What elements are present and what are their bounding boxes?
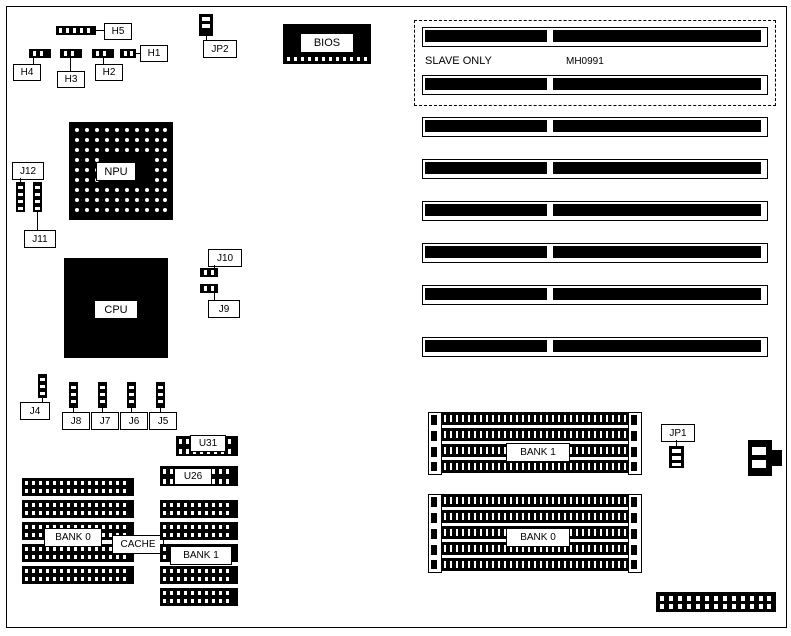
simm-contacts — [428, 510, 640, 523]
pin-gap — [130, 51, 133, 56]
expansion-slot — [422, 337, 768, 357]
pin-gap — [158, 386, 163, 389]
mh-label: MH0991 — [566, 56, 604, 67]
dip-pins — [160, 522, 238, 540]
pin-gap — [100, 386, 105, 389]
leader-line — [70, 58, 71, 72]
chip-pin — [301, 57, 304, 61]
leader-line — [20, 178, 21, 182]
dip-pins — [160, 566, 238, 584]
io-header-pins — [656, 592, 776, 612]
pin-gap — [64, 51, 67, 56]
chip-pin — [357, 57, 360, 61]
connector-slot — [202, 24, 210, 28]
pin-gap — [59, 28, 62, 33]
expansion-slot — [422, 27, 768, 47]
pin-gap — [33, 51, 36, 56]
leader-line — [33, 58, 34, 64]
bank0-left-label: BANK 0 — [44, 528, 102, 547]
chip-label-u31: U31 — [190, 435, 226, 452]
chip-label-u26: U26 — [174, 468, 212, 485]
pin-gap — [71, 400, 76, 403]
bank1-right-label: BANK 1 — [506, 443, 570, 462]
jumper-label-h5: H5 — [104, 23, 132, 40]
expansion-slot — [422, 117, 768, 137]
chip-pin — [287, 57, 290, 61]
pin-gap — [103, 51, 106, 56]
connector-slot — [202, 17, 210, 21]
pin-gap — [124, 51, 127, 56]
pin-gap — [80, 28, 83, 33]
pin-row-j10 — [200, 268, 218, 277]
expansion-slot — [422, 201, 768, 221]
chip-pin — [329, 57, 332, 61]
dip-pins — [22, 566, 134, 584]
pin-gap — [71, 51, 74, 56]
pin-gap — [35, 207, 40, 210]
pin-gap — [100, 393, 105, 396]
chip-pin — [336, 57, 339, 61]
simm-contacts — [428, 412, 640, 425]
dip-pins — [160, 500, 238, 518]
jumper-label-j6: J6 — [120, 412, 148, 430]
pin-gap — [211, 270, 214, 275]
pin-gap — [40, 51, 43, 56]
pin-gap — [40, 385, 45, 388]
jumper-label-h3: H3 — [57, 71, 85, 88]
pin-gap — [100, 400, 105, 403]
leader-line — [37, 212, 38, 230]
expansion-slot — [422, 75, 768, 95]
dip-pins — [160, 588, 238, 606]
pin-gap — [40, 392, 45, 395]
pin-gap — [71, 393, 76, 396]
jumper-label-j9: J9 — [208, 300, 240, 318]
pin-gap — [18, 193, 23, 196]
pin-gap — [18, 200, 23, 203]
pin-gap — [18, 186, 23, 189]
chip-pin — [308, 57, 311, 61]
chip-pin — [315, 57, 318, 61]
pin-gap — [204, 270, 207, 275]
dip-pins — [22, 478, 134, 496]
pin-gap — [66, 28, 69, 33]
keyboard-connector — [748, 440, 772, 476]
pin-gap — [204, 286, 207, 291]
jumper-label-j8: J8 — [62, 412, 90, 430]
jumper-label-j10: J10 — [208, 249, 242, 267]
pin-gap — [211, 286, 214, 291]
cache-label: CACHE — [112, 535, 164, 554]
bios-label: BIOS — [300, 33, 354, 53]
pin-gap — [40, 378, 45, 381]
leader-line — [103, 58, 104, 64]
simm-contacts — [428, 558, 640, 571]
pin-gap — [158, 393, 163, 396]
simm-contacts — [428, 494, 640, 507]
expansion-slot — [422, 285, 768, 305]
chip-pin — [364, 57, 367, 61]
pin-gap — [96, 51, 99, 56]
pin-gap — [35, 186, 40, 189]
pin-gap — [35, 200, 40, 203]
pin-row-h1 — [120, 49, 136, 58]
label-jp2: JP2 — [203, 40, 237, 58]
jumper-label-j11: J11 — [24, 230, 56, 248]
jumper-label-h1: H1 — [140, 45, 168, 62]
pin-gap — [18, 207, 23, 210]
dip-pins — [22, 500, 134, 518]
pin-gap — [158, 400, 163, 403]
jumper-label-h4: H4 — [13, 64, 41, 81]
jumper-label-j12: J12 — [12, 162, 44, 180]
jumper-label-h2: H2 — [95, 64, 123, 81]
cpu-label: CPU — [94, 300, 138, 319]
pin-row-h5 — [56, 26, 96, 35]
jumper-label-j5: J5 — [149, 412, 177, 430]
chip-pin — [343, 57, 346, 61]
jumper-label-j7: J7 — [91, 412, 119, 430]
simm-contacts — [428, 428, 640, 441]
label-jp1: JP1 — [661, 424, 695, 442]
bank1-left-label: BANK 1 — [170, 546, 232, 565]
pin-gap — [87, 28, 90, 33]
pin-row-j9 — [200, 284, 218, 293]
pin-gap — [129, 400, 134, 403]
keyboard-connector-neck — [772, 450, 782, 466]
expansion-slot — [422, 243, 768, 263]
pin-gap — [129, 393, 134, 396]
chip-pin — [322, 57, 325, 61]
leader-line — [214, 265, 215, 268]
pin-gap — [129, 386, 134, 389]
jumper-label-j4: J4 — [20, 402, 50, 420]
chip-pin — [294, 57, 297, 61]
bank0-right-label: BANK 0 — [506, 528, 570, 547]
pin-gap — [71, 386, 76, 389]
slave-only-label: SLAVE ONLY — [425, 55, 492, 67]
pin-gap — [35, 193, 40, 196]
chip-pin — [350, 57, 353, 61]
expansion-slot — [422, 159, 768, 179]
npu-label: NPU — [96, 162, 136, 181]
pin-gap — [73, 28, 76, 33]
